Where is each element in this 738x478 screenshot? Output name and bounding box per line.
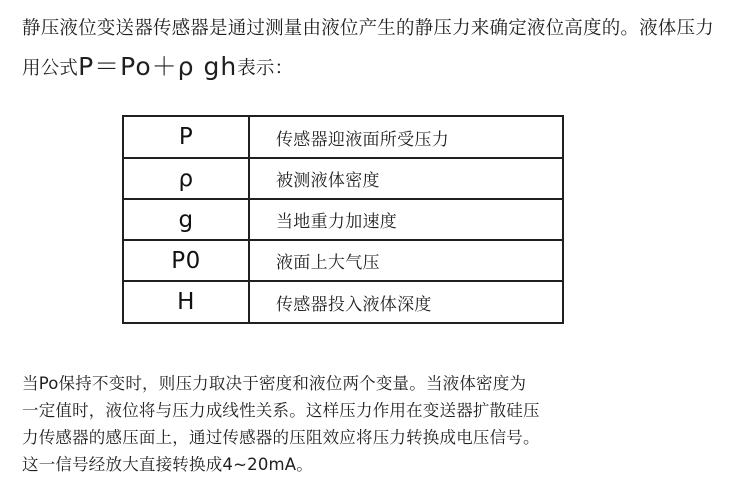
symbol-definitions-table [122,115,564,324]
symbol-cell: H [124,281,249,322]
description-cell: 传感器投入液体深度 [249,281,562,322]
outro-line-1: 当Po保持不变时，则压力取决于密度和液位两个变量。当液体密度为 [22,374,527,393]
description-cell: 传感器迎液面所受压力 [276,129,449,150]
table-row [124,158,562,199]
table-row [124,117,562,158]
symbol-cell: ρ [124,158,249,199]
description-cell: 液面上大气压 [249,240,562,281]
table-row [124,281,562,322]
symbol-cell: P0 [124,240,249,281]
table-row [124,199,562,240]
outro-line-2: 一定值时，液位将与压力成线性关系。这样压力作用在变送器扩散硅压 [22,401,540,420]
description-cell: 被测液体密度 [249,158,562,199]
intro-text-before: 静压液位变送器传感器是通过测量由液位产生的静压力来确定液位高度的。液体压力用公式 [22,18,714,79]
symbol-cell: P [124,117,249,158]
outro-line-3: 力传感器的感压面上，通过传感器的压阻效应将压力转换成电压信号。 [22,428,540,447]
outro-line-4: 这一信号经放大直接转换成4~20mA。 [22,455,313,474]
description-cell: 当地重力加速度 [249,199,562,240]
intro-paragraph [22,10,722,88]
intro-text-after: 表示： [237,58,294,79]
table-row [124,240,562,281]
outro-paragraph [22,370,718,478]
symbol-cell: g [124,199,249,240]
pressure-formula: P＝Po＋ρ gh [78,52,238,81]
